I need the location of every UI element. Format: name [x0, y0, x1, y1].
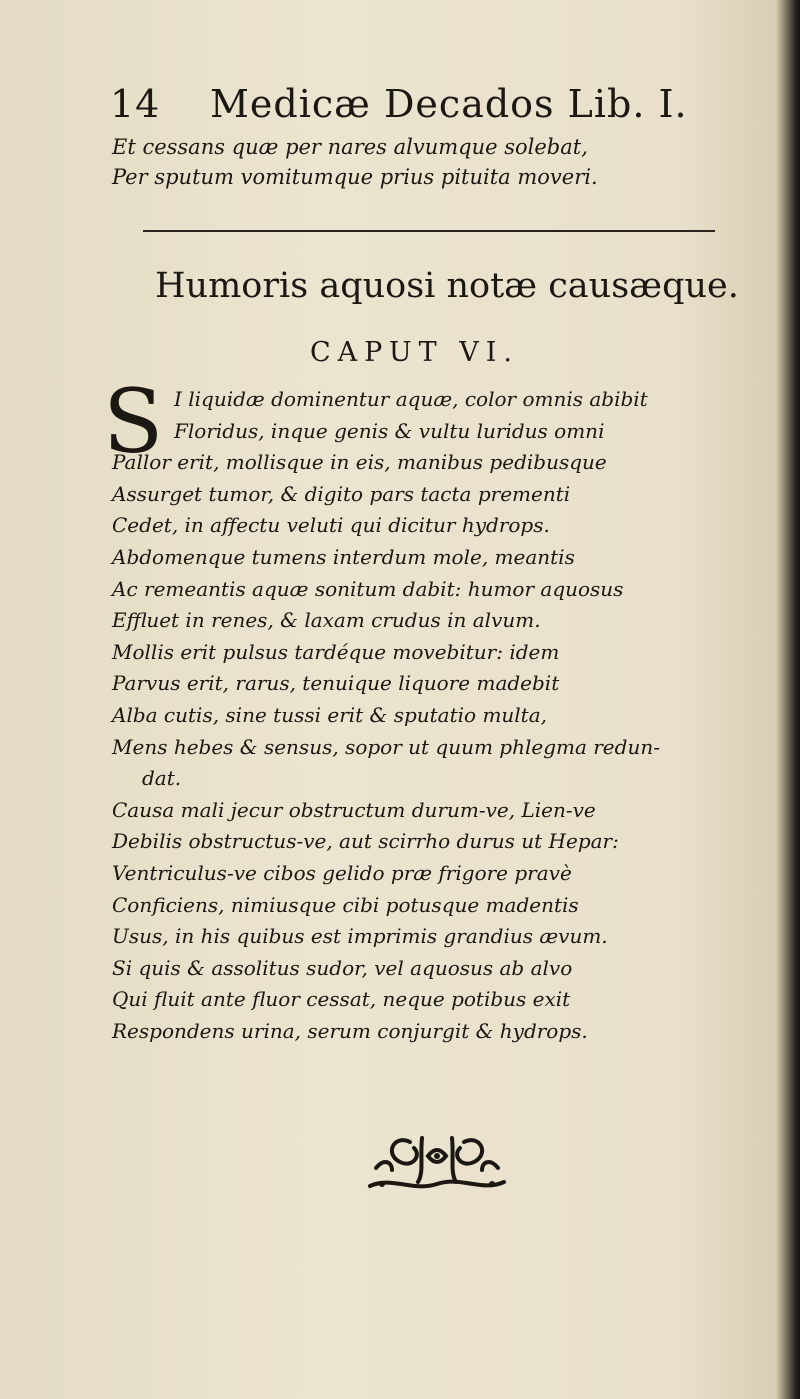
verse-line: dat. [142, 766, 182, 791]
verse-line: Alba cutis, sine tussi erit & sputatio multa, [112, 702, 547, 727]
verse-line: Assurget tumor, & digito pars tacta prementi [112, 481, 571, 506]
verse-line: Pallor erit, mollisque in eis, manibus pedibusque [112, 450, 607, 475]
verse-line: Parvus erit, rarus, tenuique liquore madebit [112, 671, 560, 696]
verse-line: Abdomenque tumens interdum mole, meantis [112, 544, 575, 569]
fleuron-ornament-icon [362, 1128, 512, 1196]
running-title: Medicæ Decados Lib. I. [210, 82, 688, 126]
running-header [110, 82, 688, 132]
continued-verse [112, 132, 712, 192]
verse-line: Si quis & assolitus sudor, vel aquosus ab alvo [112, 955, 573, 980]
section-title: Humoris aquosi notæ causæque. [155, 266, 739, 306]
verse-line: Ventriculus-ve cibos gelido præ frigore pravè [112, 860, 572, 885]
page-number: 14 [110, 82, 161, 126]
drop-cap: S [103, 370, 164, 473]
verse-line: Causa mali jecur obstructum durum-ve, Lien-ve [112, 797, 596, 822]
verse-line: Per sputum vomitumque prius pituita moveri. [112, 165, 598, 189]
verse-line: Respondens urina, serum conjurgit & hydrops. [112, 1018, 588, 1043]
verse-line: Usus, in his quibus est imprimis grandius ævum. [112, 924, 608, 949]
verse-line: Debilis obstructus-ve, aut scirrho durus ut Hepar: [112, 829, 619, 854]
verse-line: Conficiens, nimiusque cibi potusque madentis [112, 892, 579, 917]
verse-line: Mens hebes & sensus, sopor ut quum phlegma redun- [112, 734, 660, 759]
verse-line: I liquidæ dominentur aquæ, color omnis abibit [174, 387, 648, 411]
chapter-heading: CAPUT VI. [310, 337, 519, 368]
verse-line: Mollis erit pulsus tardéque movebitur: idem [112, 639, 560, 664]
verse-line: Cedet, in affectu veluti qui dicitur hydrops. [112, 513, 550, 538]
verse-body [112, 384, 752, 1047]
verse-line: Ac remeantis aquæ sonitum dabit: humor aquosus [112, 576, 624, 601]
verse-line: Floridus, inque genis & vultu luridus omni [174, 418, 605, 443]
verse-line: Effluet in renes, & laxam crudus in alvum. [112, 608, 541, 633]
section-divider [143, 230, 715, 232]
verse-line: Qui fluit ante fluor cessat, neque potibus exit [112, 987, 571, 1012]
verse-line: Et cessans quæ per nares alvumque solebat, [112, 135, 588, 159]
